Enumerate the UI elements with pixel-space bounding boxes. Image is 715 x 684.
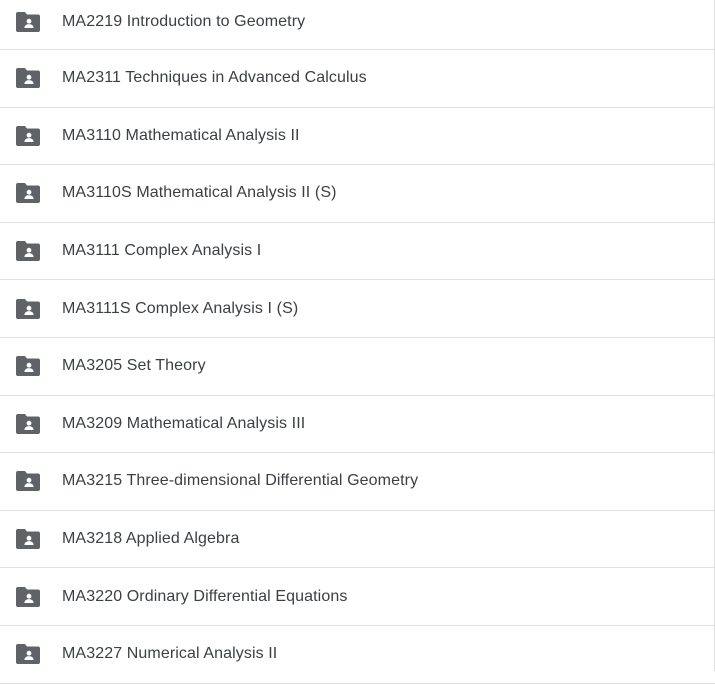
folder-name: MA3218 Applied Algebra	[62, 530, 240, 548]
shared-folder-icon	[16, 239, 40, 263]
folder-name: MA3111 Complex Analysis I	[62, 242, 262, 260]
folder-name: MA3220 Ordinary Differential Equations	[62, 587, 348, 605]
folder-name: MA2219 Introduction to Geometry	[62, 12, 306, 30]
shared-folder-icon	[16, 181, 40, 205]
folder-name: MA3215 Three-dimensional Differential Geometry	[62, 472, 419, 490]
folder-name: MA3205 Set Theory	[62, 357, 206, 375]
folder-name: MA3227 Numerical Analysis II	[62, 645, 278, 663]
shared-folder-icon	[16, 642, 40, 666]
list-item[interactable]	[0, 223, 715, 281]
list-item[interactable]	[0, 280, 715, 338]
list-item[interactable]	[0, 165, 715, 223]
list-item[interactable]	[0, 626, 715, 684]
list-item[interactable]	[0, 50, 715, 108]
shared-folder-icon	[16, 412, 40, 436]
list-item[interactable]	[0, 338, 715, 396]
folder-name: MA3209 Mathematical Analysis III	[62, 414, 306, 432]
folder-name: MA3111S Complex Analysis I (S)	[62, 299, 299, 317]
shared-folder-icon	[16, 585, 40, 609]
list-item[interactable]	[0, 568, 715, 626]
folder-name: MA3110 Mathematical Analysis II	[62, 126, 300, 144]
list-item[interactable]	[0, 453, 715, 511]
shared-folder-icon	[16, 66, 40, 90]
shared-folder-icon	[16, 469, 40, 493]
shared-folder-icon	[16, 124, 40, 148]
shared-folder-icon	[16, 354, 40, 378]
shared-folder-icon	[16, 10, 40, 34]
folder-name: MA2311 Techniques in Advanced Calculus	[62, 69, 367, 87]
shared-folder-icon	[16, 527, 40, 551]
list-item[interactable]	[0, 511, 715, 569]
folder-name: MA3110S Mathematical Analysis II (S)	[62, 184, 337, 202]
list-item[interactable]	[0, 108, 715, 166]
shared-folder-icon	[16, 297, 40, 321]
list-item[interactable]	[0, 396, 715, 454]
list-item[interactable]	[0, 0, 715, 50]
